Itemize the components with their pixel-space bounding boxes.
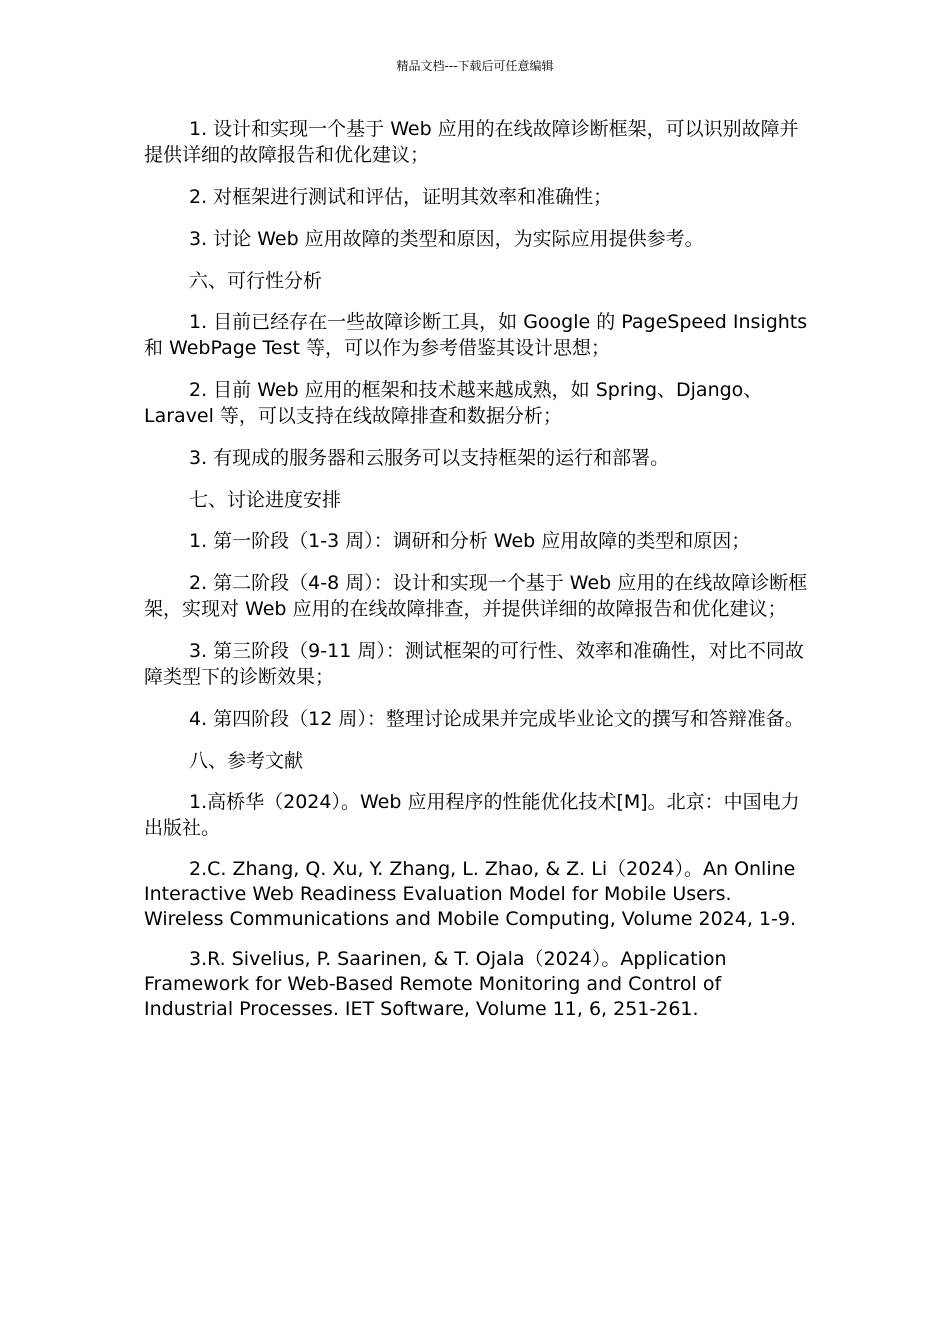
feasibility-item-2: 2. 目前 Web 应用的框架和技术越来越成熟，如 Spring、Django、Laravel 等，可以支持在线故障排查和数据分析； [144,379,763,427]
objective-item-2: 2. 对框架进行测试和评估，证明其效率和准确性； [189,186,613,208]
schedule-item-2: 2. 第二阶段（4-8 周）：设计和实现一个基于 Web 应用的在线故障诊断框架，实现对 Web 应用的在线故障排查，并提供详细的故障报告和优化建议； [144,572,808,620]
section-heading-references: 八、参考文献 [189,750,304,772]
schedule-item-4: 4. 第四阶段（12 周）：整理讨论成果并完成毕业论文的撰写和答辩准备。 [189,708,804,730]
objective-item-3: 3. 讨论 Web 应用故障的类型和原因，为实际应用提供参考。 [189,228,704,250]
schedule-item-3: 3. 第三阶段（9-11 周）：测试框架的可行性、效率和准确性，对比不同故障类型下的诊断效果； [144,640,804,688]
page-header: 精品文档---下载后可任意编辑 [396,59,554,73]
document-body [144,116,808,1037]
feasibility-item-1: 1. 目前已经存在一些故障诊断工具，如 Google 的 PageSpeed Insights 和 WebPage Test 等，可以作为参考借鉴其设计思想； [144,311,808,359]
schedule-item-1: 1. 第一阶段（1-3 周）：调研和分析 Web 应用故障的类型和原因； [189,530,751,552]
reference-item-2: 2.C. Zhang, Q. Xu, Y. Zhang, L. Zhao, & Z. Li（2024）。An Online Interactive Web Readiness Evaluation Model for Mobile Users. Wireless Communications and Mobile Computing, Volume 2024, 1-9. [144,858,797,930]
reference-item-1: 1.高桥华（2024）。Web 应用程序的性能优化技术[M]。北京：中国电力出版社。 [144,791,800,839]
section-heading-schedule: 七、讨论进度安排 [189,489,342,511]
objective-item-1: 1. 设计和实现一个基于 Web 应用的在线故障诊断框架，可以识别故障并提供详细的故障报告和优化建议； [144,118,799,166]
reference-item-3: 3.R. Sivelius, P. Saarinen, & T. Ojala（2024）。Application Framework for Web-Based Remote Monitoring and Control of Industrial Processes. IET Software, Volume 11, 6, 251-261. [144,948,727,1020]
feasibility-item-3: 3. 有现成的服务器和云服务可以支持框架的运行和部署。 [189,447,670,469]
section-heading-feasibility: 六、可行性分析 [189,270,323,292]
